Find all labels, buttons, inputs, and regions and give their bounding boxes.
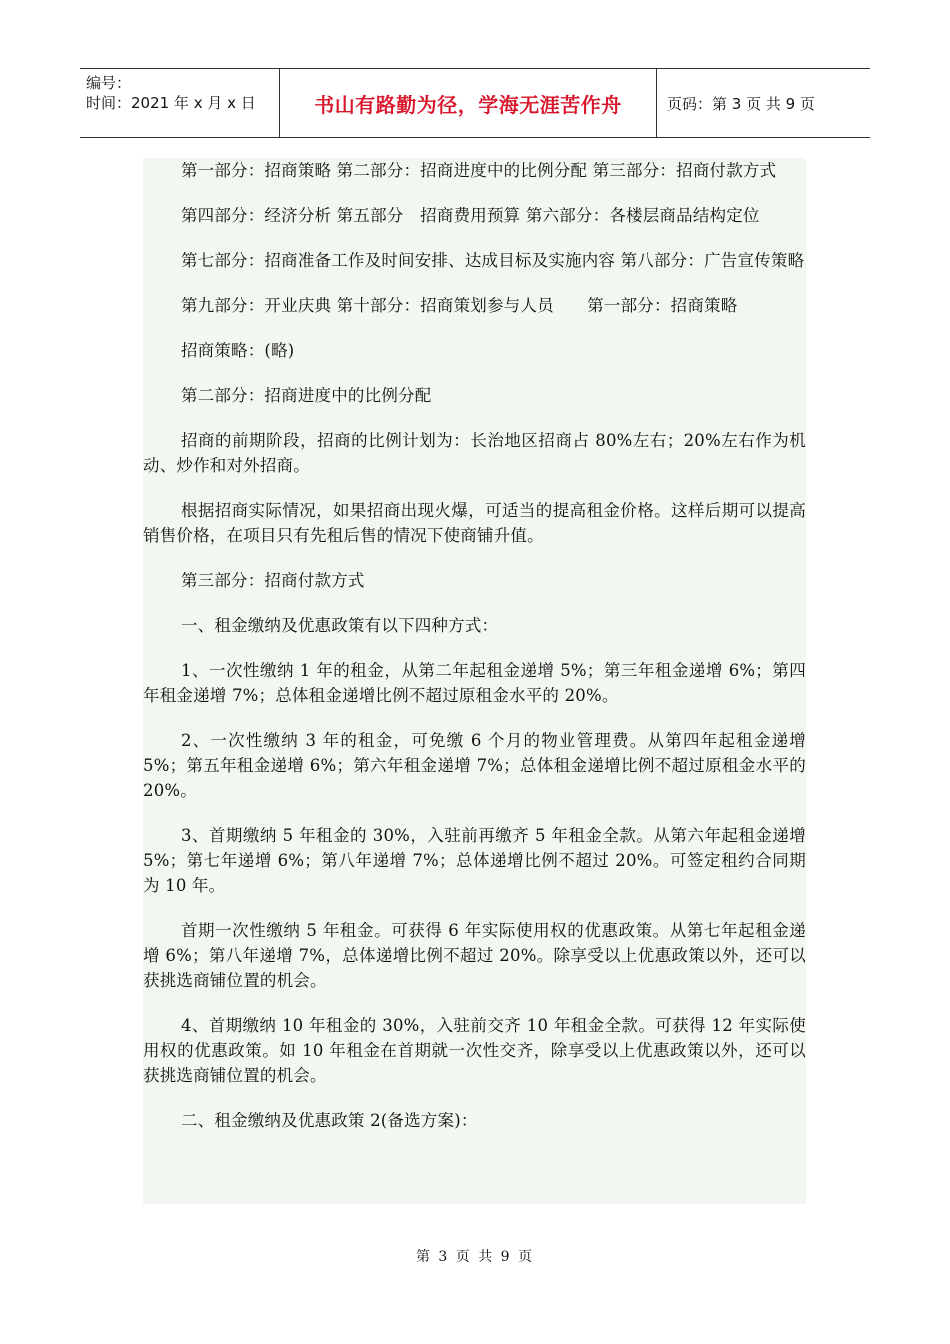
document-date: 时间：2021 年 x 月 x 日 — [86, 94, 256, 112]
paragraph-method-1: 1、一次性缴纳 1 年的租金，从第二年起租金递增 5%；第三年租金递增 6%；第四年租金递增 7%；总体租金递增比例不超过原租金水平的 20%。 — [143, 661, 806, 705]
paragraph-method-2: 2、一次性缴纳 3 年的租金，可免缴 6 个月的物业管理费。从第四年起租金递增 5%；第五年租金递增 6%；第六年租金递增 7%；总体租金递增比例不超过原租金水平的 20%。 — [143, 731, 806, 800]
paragraph-toc-3: 第七部分：招商准备工作及时间安排、达成目标及实施内容 第八部分：广告宣传策略 — [180, 251, 805, 270]
paragraph-method-3b: 首期一次性缴纳 5 年租金。可获得 6 年实际使用权的优惠政策。从第七年起租金递增 6%；第八年递增 7%，总体递增比例不超过 20%。除享受以上优惠政策以外，还可以获挑选商铺位置的机会。 — [143, 921, 806, 990]
paragraph-strategy: 招商策略：(略) — [180, 341, 295, 360]
page-footer: 第 3 页 共 9 页 — [415, 1249, 535, 1265]
section-heading-2: 第二部分：招商进度中的比例分配 — [180, 386, 432, 405]
page-header — [80, 68, 870, 138]
paragraph-toc-4: 第九部分：开业庆典 第十部分：招商策划参与人员 第一部分：招商策略 — [180, 296, 738, 315]
paragraph-toc-1: 第一部分：招商策略 第二部分：招商进度中的比例分配 第三部分：招商付款方式 — [180, 161, 777, 180]
paragraph-method-3: 3、首期缴纳 5 年租金的 30%，入驻前再缴齐 5 年租金全款。从第六年起租金递增 5%；第七年递增 6%；第八年递增 7%；总体递增比例不超过 20%。可签定租约合同期为 10 年。 — [143, 826, 806, 895]
subheading-payment-methods: 一、租金缴纳及优惠政策有以下四种方式： — [180, 616, 499, 635]
document-number-label: 编号： — [86, 74, 132, 92]
section-heading-3: 第三部分：招商付款方式 — [180, 571, 365, 590]
paragraph-ratio: 招商的前期阶段，招商的比例计划为：长治地区招商占 80%左右；20%左右作为机动、炒作和对外招商。 — [143, 431, 806, 475]
paragraph-method-4: 4、首期缴纳 10 年租金的 30%，入驻前交齐 10 年租金全款。可获得 12 年实际使用权的优惠政策。如 10 年租金在首期就一次性交齐，除享受以上优惠政策以外，还可以获挑选商铺位置的机会。 — [143, 1016, 806, 1085]
header-meta — [80, 69, 280, 137]
header-motto: 书山有路勤为径，学海无涯苦作舟 — [280, 69, 657, 137]
paragraph-pricing: 根据招商实际情况，如果招商出现火爆，可适当的提高租金价格。这样后期可以提高销售价格，在项目只有先租后售的情况下使商铺升值。 — [143, 501, 806, 545]
subheading-policy-2: 二、租金缴纳及优惠政策 2(备选方案)： — [180, 1111, 478, 1130]
document-body — [143, 158, 806, 1204]
paragraph-toc-2: 第四部分：经济分析 第五部分 招商费用预算 第六部分：各楼层商品结构定位 — [180, 206, 760, 225]
header-page-number: 页码：第 3 页 共 9 页 — [667, 94, 815, 113]
